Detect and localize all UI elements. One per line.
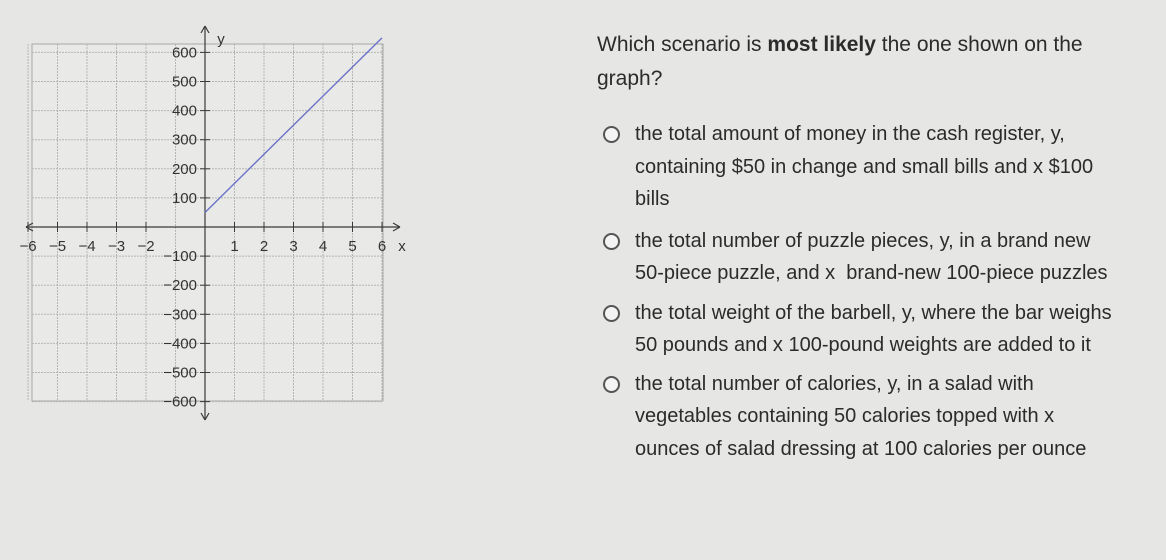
- option-4-line-3: ounces of salad dressing at 100 calories per ounce: [635, 437, 1087, 460]
- option-4-line-2: vegetables containing 50 calories topped with x: [635, 405, 1055, 427]
- x-tick-label: 2: [259, 238, 269, 255]
- x-tick-label: 1: [230, 238, 239, 255]
- y-tick-label: −400: [163, 335, 197, 353]
- option-4[interactable]: [603, 368, 1163, 466]
- option-2-line-2: 50-piece puzzle, and x brand-new 100-piece puzzles: [635, 262, 1108, 284]
- y-tick-label: −300: [163, 306, 197, 324]
- x-axis-label: x: [398, 238, 406, 255]
- y-tick-label: 100: [171, 189, 197, 207]
- y-axis-label: y: [217, 31, 225, 48]
- radio-button[interactable]: [603, 233, 620, 250]
- x-tick-label: 5: [348, 238, 357, 255]
- x-tick-label: −2: [137, 238, 155, 255]
- grid-frame: [32, 44, 383, 401]
- radio-button[interactable]: [603, 305, 620, 322]
- y-tick-label: −500: [163, 364, 197, 382]
- x-tick-label: 4: [318, 238, 328, 255]
- radio-button[interactable]: [603, 376, 620, 393]
- x-tick-label: 6: [377, 238, 387, 255]
- x-tick-label: 3: [289, 238, 298, 255]
- y-tick-label: 200: [171, 160, 197, 178]
- x-tick-label: −6: [19, 238, 37, 255]
- option-3-line-2: 50 pounds and x 100-pound weights are added to it: [635, 334, 1091, 356]
- option-3[interactable]: [603, 297, 1163, 362]
- answer-options: [603, 118, 1163, 465]
- x-tick-label: −4: [78, 238, 96, 255]
- radio-button[interactable]: [603, 126, 620, 143]
- y-tick-label: 300: [171, 131, 197, 149]
- option-1-line-1: the total amount of money in the cash register, y,: [635, 123, 1065, 145]
- y-tick-label: −200: [163, 277, 197, 295]
- x-tick-label: −5: [48, 238, 67, 255]
- option-1[interactable]: [603, 118, 1163, 216]
- question-emphasis: most likely: [767, 33, 876, 56]
- option-2[interactable]: [603, 225, 1163, 290]
- x-tick-label: −3: [107, 238, 126, 255]
- y-tick-label: −600: [163, 393, 197, 411]
- y-tick-label: 600: [171, 44, 197, 62]
- option-1-line-2: containing $50 in change and small bills and x $100: [635, 155, 1094, 178]
- option-2-line-1: the total number of puzzle pieces, y, in a brand new: [635, 229, 1091, 252]
- option-4-line-1: the total number of calories, y, in a salad with: [635, 372, 1034, 395]
- y-tick-label: 400: [171, 102, 197, 120]
- option-1-line-3: bills: [635, 188, 670, 210]
- question-text: Which scenario is most likely the one shown on the graph?: [597, 33, 1083, 90]
- y-tick-label: −100: [163, 248, 197, 266]
- y-tick-label: 500: [171, 73, 197, 91]
- option-3-line-1: the total weight of the barbell, y, where the bar weighs: [635, 301, 1112, 324]
